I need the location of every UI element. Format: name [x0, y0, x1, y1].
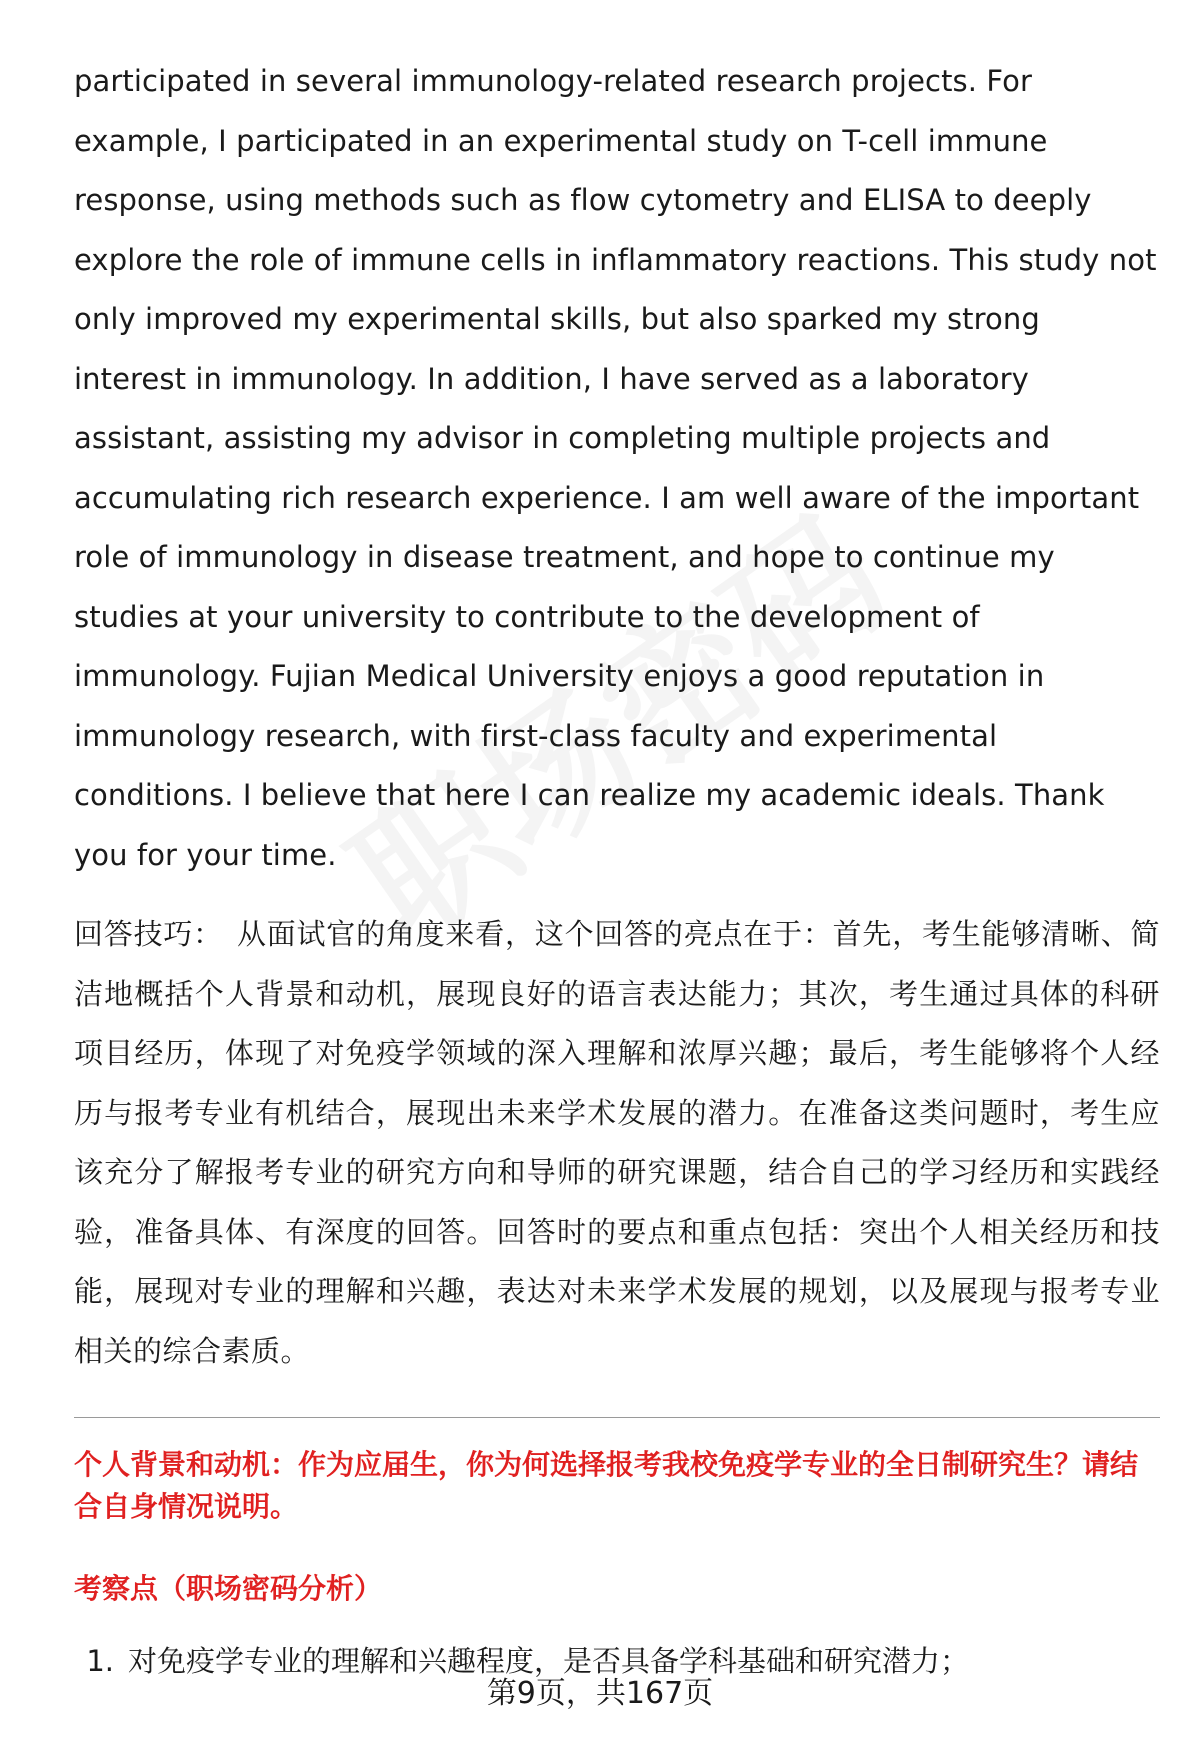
section-divider: [74, 1417, 1160, 1418]
answer-tips-text: 从面试官的角度来看，这个回答的亮点在于：首先，考生能够清晰、简洁地概括个人背景和动机，展现良好的语言表达能力；其次，考生通过具体的科研项目经历，体现了对免疫学领域的深入理解和浓厚兴趣；最后，考生能够将个人经历与报考专业有机结合，展现出未来学术发展的潜力。在准备这类问题时，考生应该充分了解报考专业的研究方向和导师的研究课题，结合自己的学习经历和实践经验，准备具体、有深度的回答。回答时的要点和重点包括：突出个人相关经历和技能，展现对专业的理解和兴趣，表达对未来学术发展的规划，以及展现与报考专业相关的综合素质。: [74, 917, 1160, 1368]
analysis-heading: 考察点（职场密码分析）: [74, 1572, 383, 1605]
list-item-number: 1.: [86, 1644, 114, 1678]
question-heading: 个人背景和动机：作为应届生，你为何选择报考我校免疫学专业的全日制研究生？请结合自身情况说明。: [74, 1448, 1139, 1523]
list-item-text: 对免疫学专业的理解和兴趣程度，是否具备学科基础和研究潜力；: [128, 1644, 970, 1678]
page-number: 第9页，共167页: [486, 1676, 714, 1711]
answer-english-paragraph: participated in several immunology-related research projects. For example, I participated in an experimental study on T-cell immune response, using methods such as flow cytometry and ELISA to deeply explore the role of immune cells in inflammatory reactions. This study not only improved my experimental skills, but also sparked my strong interest in immunology. In addition, I have served as a laboratory assistant, assisting my advisor in completing multiple projects and accumulating rich research experience. I am well aware of the important role of immunology in disease treatment, and hope to continue my studies at your university to contribute to the development of immunology. Fujian Medical University enjoys a good reputation in immunology research, with first-class faculty and experimental conditions. I believe that here I can realize my academic ideals. Thank you for your time.: [74, 64, 1157, 872]
answer-tips-paragraph: [74, 905, 1160, 1381]
answer-tips-label: 回答技巧：: [74, 917, 223, 951]
page-content: [74, 52, 1160, 1682]
